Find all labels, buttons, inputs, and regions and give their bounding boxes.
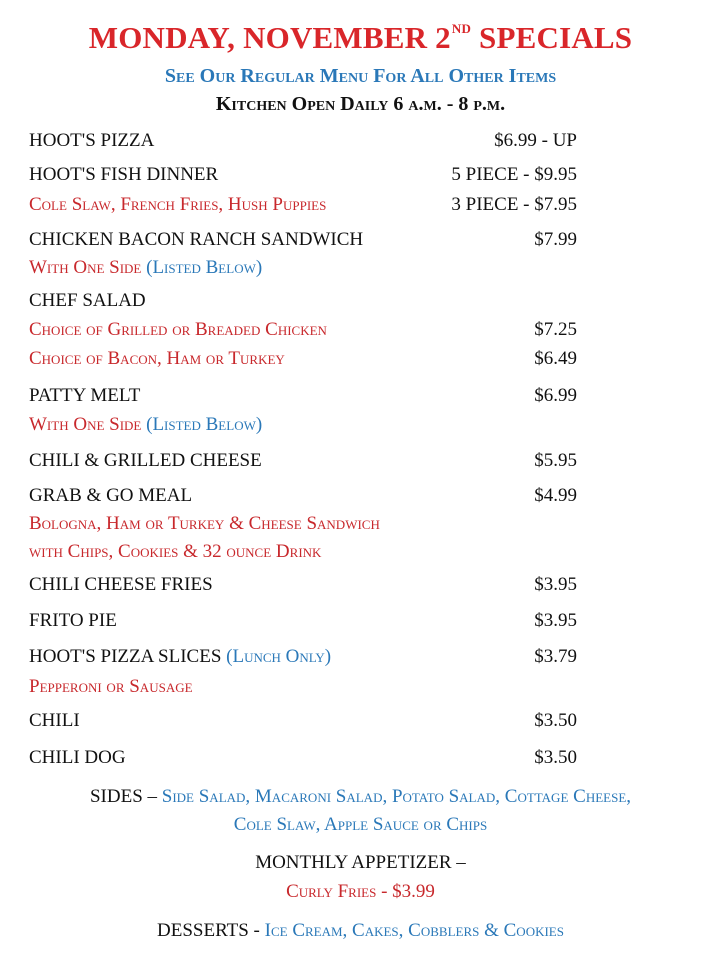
subtitle: See Our Regular Menu For All Other Items <box>164 65 557 87</box>
menu-item-fish-dinner: HOOT'S FISH DINNER <box>29 164 219 185</box>
sides-line-2: Cole Slaw, Apple Sauce or Chips <box>233 814 488 835</box>
note-lunch-only: (Lunch Only) <box>226 646 332 667</box>
price-chili-cheese-fries: $3.95 <box>534 574 577 595</box>
note-listed-below: (Listed Below) <box>146 414 263 435</box>
price-chili: $3.50 <box>534 710 577 731</box>
menu-item-frito-pie: FRITO PIE <box>29 610 117 631</box>
price-fish-3-piece: 3 PIECE - $7.95 <box>451 194 577 215</box>
desc-chicken-bacon-ranch: With One Side (Listed Below) <box>29 257 263 278</box>
price-grab-and-go: $4.99 <box>534 485 577 506</box>
menu-item-patty-melt: PATTY MELT <box>29 385 141 406</box>
desc-fish-dinner: Cole Slaw, French Fries, Hush Puppies <box>29 194 327 215</box>
kitchen-hours: Kitchen Open Daily 6 a.m. - 8 p.m. <box>215 93 506 115</box>
option-chef-salad-chicken: Choice of Grilled or Breaded Chicken <box>29 319 327 340</box>
appetizer-label: MONTHLY APPETIZER – <box>255 852 466 873</box>
menu-item-chef-salad: CHEF SALAD <box>29 290 146 311</box>
desc-patty-melt: With One Side (Listed Below) <box>29 414 263 435</box>
menu-item-pizza-slices: HOOT'S PIZZA SLICES (Lunch Only) <box>29 646 332 667</box>
menu-item-chili: CHILI <box>29 710 80 731</box>
desc-grab-and-go-2: with Chips, Cookies & 32 ounce Drink <box>29 541 322 562</box>
menu-item-grab-and-go: GRAB & GO MEAL <box>29 485 193 506</box>
price-chicken-bacon-ranch: $7.99 <box>534 229 577 250</box>
page-title: MONDAY, NOVEMBER 2ND SPECIALS <box>88 20 633 55</box>
price-chef-salad-chicken: $7.25 <box>534 319 577 340</box>
price-chili-dog: $3.50 <box>534 747 577 768</box>
price-chili-grilled-cheese: $5.95 <box>534 450 577 471</box>
menu-item-hoots-pizza: HOOT'S PIZZA <box>29 130 155 151</box>
price-chef-salad-meat: $6.49 <box>534 348 577 369</box>
price-frito-pie: $3.95 <box>534 610 577 631</box>
desserts-label: DESSERTS - <box>157 920 265 941</box>
desc-pizza-slices: Pepperoni or Sausage <box>29 676 193 697</box>
desserts-line: DESSERTS - Ice Cream, Cakes, Cobblers & Cookies <box>157 920 564 941</box>
sides-line-1: SIDES – Side Salad, Macaroni Salad, Potato Salad, Cottage Cheese, <box>89 786 632 807</box>
option-chef-salad-meat: Choice of Bacon, Ham or Turkey <box>29 348 285 369</box>
price-pizza-slices: $3.79 <box>534 646 577 667</box>
sides-label: SIDES – <box>89 786 162 807</box>
appetizer-value: Curly Fries - $3.99 <box>286 881 435 902</box>
price-hoots-pizza: $6.99 - UP <box>494 130 577 151</box>
title-superscript: ND <box>451 21 472 36</box>
menu-item-chili-grilled-cheese: CHILI & GRILLED CHEESE <box>29 450 262 471</box>
price-fish-5-piece: 5 PIECE - $9.95 <box>451 164 577 185</box>
price-patty-melt: $6.99 <box>534 385 577 406</box>
menu-item-chili-dog: CHILI DOG <box>29 747 126 768</box>
desc-grab-and-go-1: Bologna, Ham or Turkey & Cheese Sandwich <box>29 513 380 534</box>
note-listed-below: (Listed Below) <box>146 257 263 278</box>
menu-item-chili-cheese-fries: CHILI CHEESE FRIES <box>29 574 213 595</box>
menu-item-chicken-bacon-ranch: CHICKEN BACON RANCH SANDWICH <box>29 229 364 250</box>
